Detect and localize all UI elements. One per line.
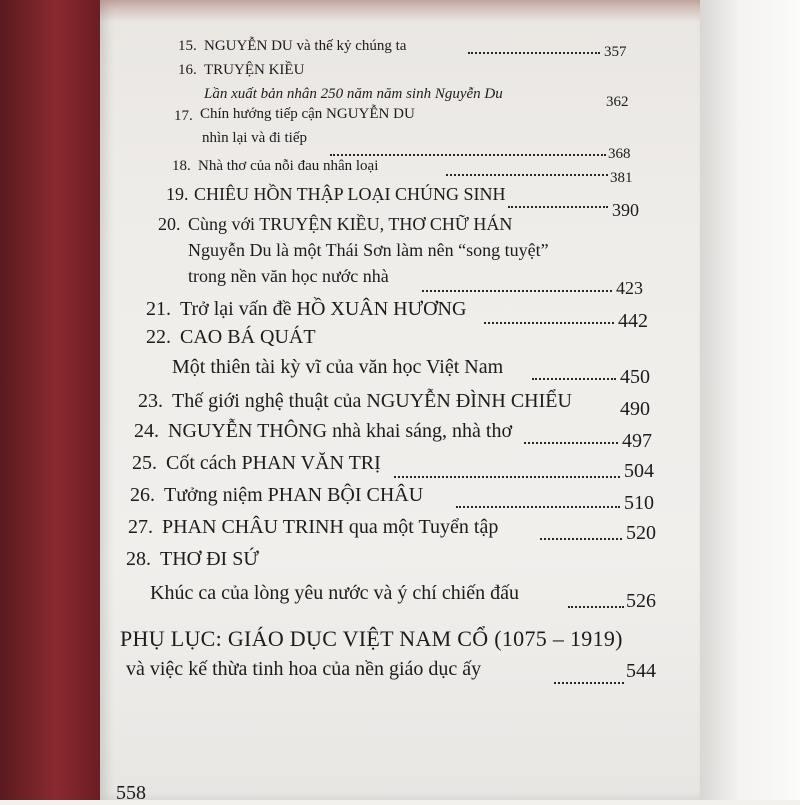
toc-number: 28. xyxy=(126,548,151,570)
toc-leader xyxy=(484,322,614,324)
toc-title: NGUYỄN THÔNG nhà khai sáng, nhà thơ xyxy=(168,420,513,442)
toc-leader xyxy=(394,476,620,478)
page-number-folio: 558 xyxy=(116,782,146,804)
toc-leader xyxy=(422,290,612,292)
toc-leader xyxy=(554,682,624,684)
toc-leader xyxy=(330,154,606,156)
toc-page: 497 xyxy=(622,430,652,452)
toc-number: 26. xyxy=(130,484,155,506)
toc-number: 22. xyxy=(146,326,171,348)
background-surface xyxy=(700,0,800,800)
toc-title: TRUYỆN KIỀU xyxy=(204,62,305,78)
toc-number: 15. xyxy=(178,38,197,54)
book-cover-spine xyxy=(0,0,102,800)
toc-page: 544 xyxy=(626,660,656,682)
toc-page: 442 xyxy=(618,310,648,332)
toc-page: 390 xyxy=(612,200,639,220)
toc-page: 357 xyxy=(604,44,627,60)
page-top-shadow xyxy=(100,0,700,22)
toc-page: 526 xyxy=(626,590,656,612)
toc-subtitle: Nguyễn Du là một Thái Sơn làm nên “song tuyệt” xyxy=(188,240,549,260)
toc-number: 17. xyxy=(174,108,193,124)
toc-title: Cùng với TRUYỆN KIỀU, THƠ CHỮ HÁN xyxy=(188,214,513,234)
toc-number: 19. xyxy=(166,184,189,204)
toc-leader xyxy=(568,606,624,608)
toc-title: NGUYỄN DU và thế kỷ chúng ta xyxy=(204,38,407,54)
toc-title: Chín hướng tiếp cận NGUYỄN DU xyxy=(200,106,415,122)
toc-leader xyxy=(508,206,608,208)
appendix-subtitle: và việc kế thừa tinh hoa của nền giáo dục ấy xyxy=(126,658,482,680)
toc-number: 25. xyxy=(132,452,157,474)
toc-subtitle: trong nền văn học nước nhà xyxy=(188,266,389,286)
toc-number: 20. xyxy=(158,214,181,234)
toc-number: 23. xyxy=(138,390,163,412)
toc-number: 21. xyxy=(146,298,171,320)
toc-title: PHAN CHÂU TRINH qua một Tuyển tập xyxy=(162,516,499,538)
toc-page: 450 xyxy=(620,366,650,388)
toc-title: CHIÊU HỒN THẬP LOẠI CHÚNG SINH xyxy=(194,184,506,204)
toc-title: CAO BÁ QUÁT xyxy=(180,326,316,348)
toc-leader xyxy=(446,174,608,176)
toc-title: Trở lại vấn đề HỒ XUÂN HƯƠNG xyxy=(180,298,467,320)
toc-number: 27. xyxy=(128,516,153,538)
toc-page: 362 xyxy=(606,94,629,110)
toc-leader xyxy=(524,442,618,444)
book-page xyxy=(100,0,700,800)
toc-leader xyxy=(532,378,616,380)
toc-leader xyxy=(456,506,620,508)
toc-title: Tưởng niệm PHAN BỘI CHÂU xyxy=(164,484,424,506)
toc-title: THƠ ĐI SỨ xyxy=(160,548,259,570)
toc-subtitle: Lần xuất bản nhân 250 năm năm sinh Nguyễn Du xyxy=(204,86,503,102)
toc-title: Cốt cách PHAN VĂN TRỊ xyxy=(166,452,381,474)
toc-page: 368 xyxy=(608,146,631,162)
toc-page: 381 xyxy=(610,170,633,186)
toc-page: 504 xyxy=(624,460,654,482)
toc-page: 510 xyxy=(624,492,654,514)
toc-subtitle: Một thiên tài kỳ vĩ của văn học Việt Nam xyxy=(172,356,504,378)
toc-leader xyxy=(468,52,600,54)
toc-page: 423 xyxy=(616,278,643,298)
toc-leader xyxy=(540,538,622,540)
toc-page: 490 xyxy=(620,398,650,420)
toc-number: 24. xyxy=(134,420,159,442)
toc-number: 18. xyxy=(172,158,191,174)
toc-subtitle: Khúc ca của lòng yêu nước và ý chí chiến đấu xyxy=(150,582,520,604)
toc-title: Nhà thơ của nỗi đau nhân loại xyxy=(198,158,379,174)
appendix-title: PHỤ LỤC: GIÁO DỤC VIỆT NAM CỔ (1075 – 1919) xyxy=(120,626,623,651)
toc-title: Thế giới nghệ thuật của NGUYỄN ĐÌNH CHIỂU xyxy=(172,390,572,412)
toc-number: 16. xyxy=(178,62,197,78)
toc-subtitle: nhìn lại và đi tiếp xyxy=(202,130,307,146)
toc-page: 520 xyxy=(626,522,656,544)
